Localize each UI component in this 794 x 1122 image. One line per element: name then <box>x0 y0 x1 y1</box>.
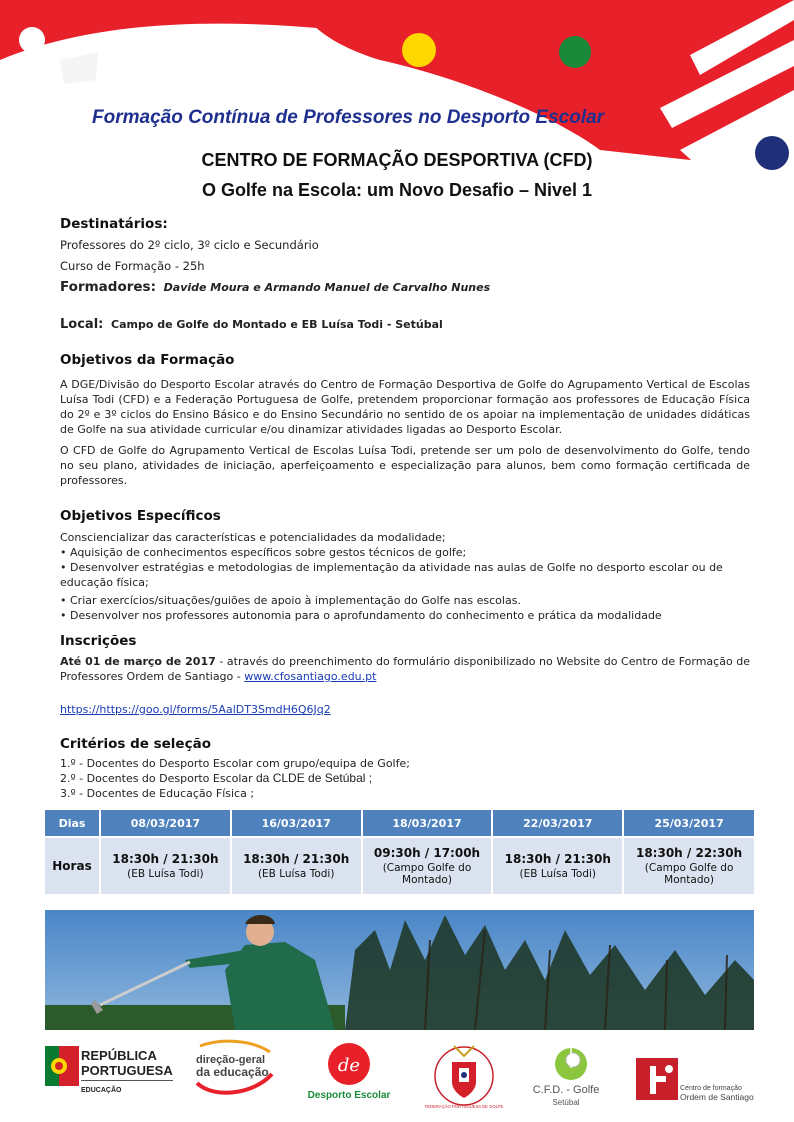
schedule-cell <box>492 837 623 894</box>
dge-line2: da educação <box>196 1065 269 1079</box>
schedule-place: (EB Luísa Todi) <box>519 868 597 880</box>
date-header: 16/03/2017 <box>231 810 362 837</box>
cfd-city: Setúbal <box>552 1098 580 1107</box>
desporto-escolar-icon <box>323 1042 375 1086</box>
schedule-place: (Campo Golfe do Montado) <box>382 862 472 886</box>
fpg-logo <box>424 1038 504 1110</box>
schedule-header-row <box>45 810 754 837</box>
dias-header: Dias <box>45 810 100 837</box>
rp-line2: PORTUGUESA <box>81 1063 173 1078</box>
objetivos-paragraph1: A DGE/Divisão do Desporto Escolar através do Centro de Formação Desportiva de Golfe do Agrupamento Vertical de Escolas Luísa Todi (CFD) e a Federação Portuguesa de Golfe, pretendem proporcionar formação aos professores de Educação Física do 2º e 3º ciclos do Ensino Básico e do Ensino Secundário no sentido de os apoiar na implementação de unidades didáticas de Golfe na sua atividade curricular e/ou dinamizar atividades ligadas ao Desporto Escolar. <box>60 378 750 436</box>
criterios-item3: 3.º - Docentes de Educação Física ; <box>60 787 255 800</box>
website-link[interactable]: www.cfosantiago.edu.pt <box>244 670 377 683</box>
form-link-row <box>60 702 750 717</box>
de-label: Desporto Escolar <box>307 1090 391 1101</box>
especificos-item1: Consciencializar das características e potencialidades da modalidade; <box>60 531 446 544</box>
schedule-cell <box>100 837 231 894</box>
golfer-photo <box>45 910 754 1030</box>
page-subtitle: Formação Contínua de Professores no Desporto Escolar <box>92 107 605 128</box>
fpg-crest-icon <box>424 1038 504 1110</box>
objetivos-paragraph2: O CFD de Golfe do Agrupamento Vertical de Escolas Luísa Todi, pretende ser um polo de desenvolvimento do Golfe, tendo no seu plano, atividades de iniciação, aperfeiçoamento e especialização para alunos, bem como formação certificada de professores. <box>60 444 750 487</box>
schedule-table <box>45 810 754 894</box>
especificos-item2: • Aquisição de conhecimentos específicos sobre gestos técnicos de golfe; <box>60 546 467 559</box>
cfd-golfe-logo <box>523 1038 609 1110</box>
destinatarios-heading: Destinatários: <box>60 216 168 232</box>
desporto-escolar-logo <box>296 1038 402 1110</box>
dge-logo <box>192 1038 277 1110</box>
page-title-line1: CENTRO DE FORMAÇÃO DESPORTIVA (CFD) <box>201 150 593 170</box>
schedule-time: 18:30h / 21:30h <box>112 852 219 866</box>
schedule-time: 18:30h / 21:30h <box>504 852 611 866</box>
inscricoes-deadline: Até 01 de março de 2017 <box>60 655 216 668</box>
criterios-item2-part1: 2.º - Docentes do Desporto Escolar <box>60 772 253 785</box>
local-row <box>60 317 443 332</box>
especificos-item4: • Criar exercícios/situações/guiões de apoio à implementação do Golfe nas escolas. <box>60 594 521 607</box>
schedule-cell <box>623 837 754 894</box>
date-header: 08/03/2017 <box>100 810 231 837</box>
golf-ball-icon <box>551 1046 591 1082</box>
date-header: 25/03/2017 <box>623 810 754 837</box>
cfo-santiago-logo <box>636 1038 754 1110</box>
formadores-label: Formadores: <box>60 279 156 295</box>
fpg-ring-text: FEDERAÇÃO PORTUGUESA DE GOLFE <box>424 1104 504 1109</box>
republica-portuguesa-logo <box>45 1038 175 1110</box>
page-title-line2: O Golfe na Escola: um Novo Desafio – Nivel 1 <box>201 180 593 200</box>
destinatarios-line1: Professores do 2º ciclo, 3º ciclo e Secundário <box>60 238 319 252</box>
formadores-row <box>60 279 490 295</box>
objetivos-heading: Objetivos da Formação <box>60 352 235 368</box>
inscricoes-text <box>60 654 750 684</box>
santiago-cross-icon <box>636 1058 678 1100</box>
cfo-line2: Ordem de Santiago <box>680 1092 754 1102</box>
schedule-time: 18:30h / 21:30h <box>243 852 350 866</box>
local-value: Campo de Golfe do Montado e EB Luísa Todi - Setúbal <box>111 318 443 331</box>
cfo-line1: Centro de formação <box>680 1085 742 1092</box>
date-header: 18/03/2017 <box>362 810 493 837</box>
schedule-place: (EB Luísa Todi) <box>127 868 204 880</box>
formadores-value: Davide Moura e Armando Manuel de Carvalho Nunes <box>163 281 491 294</box>
schedule-cell <box>362 837 493 894</box>
destinatarios-line2: Curso de Formação - 25h <box>60 259 205 273</box>
schedule-place: (Campo Golfe do Montado) <box>644 862 734 886</box>
criterios-item2-part2: da CLDE de Setúbal ; <box>252 771 373 785</box>
especificos-item3: • Desenvolver estratégias e metodologias de implementação da atividade nas aulas de Golfe no desporto escolar ou de educação física; <box>60 561 723 589</box>
de-mark: de <box>337 1055 361 1076</box>
especificos-heading: Objetivos Específicos <box>60 508 221 524</box>
criterios-item1: 1.º - Docentes do Desporto Escolar com grupo/equipa de Golfe; <box>60 757 410 770</box>
schedule-hours-row <box>45 837 754 894</box>
local-label: Local: <box>60 317 104 332</box>
schedule-time: 09:30h / 17:00h <box>373 846 481 860</box>
form-link[interactable]: https://https://goo.gl/forms/5AalDT3SmdH6Q6Jq2 <box>60 703 331 716</box>
rp-line1: REPÚBLICA <box>81 1048 157 1063</box>
schedule-cell <box>231 837 362 894</box>
mascot-icon <box>8 27 98 152</box>
portugal-flag-icon <box>45 1046 79 1086</box>
yellow-dot <box>402 33 436 67</box>
schedule-place: (EB Luísa Todi) <box>257 868 335 880</box>
criterios-heading: Critérios de seleção <box>60 736 211 752</box>
cfd-label: C.F.D. - Golfe <box>532 1084 600 1096</box>
criterios-item2 <box>60 771 750 786</box>
date-header: 22/03/2017 <box>492 810 623 837</box>
especificos-item5: • Desenvolver nos professores autonomia para o aprofundamento do conhecimento e prática da modalidade <box>60 609 662 622</box>
inscricoes-description: - através do preenchimento do formulário disponibilizado no Website do Centro de Formação de Professores Ordem de Santiago - <box>60 655 750 683</box>
schedule-time: 18:30h / 22:30h <box>635 846 743 860</box>
horas-label: Horas <box>45 837 100 894</box>
inscricoes-heading: Inscrições <box>60 633 137 649</box>
dge-line1: direção-geral <box>196 1054 266 1066</box>
rp-line3: EDUCAÇÃO <box>81 1080 173 1098</box>
green-dot <box>559 36 591 68</box>
